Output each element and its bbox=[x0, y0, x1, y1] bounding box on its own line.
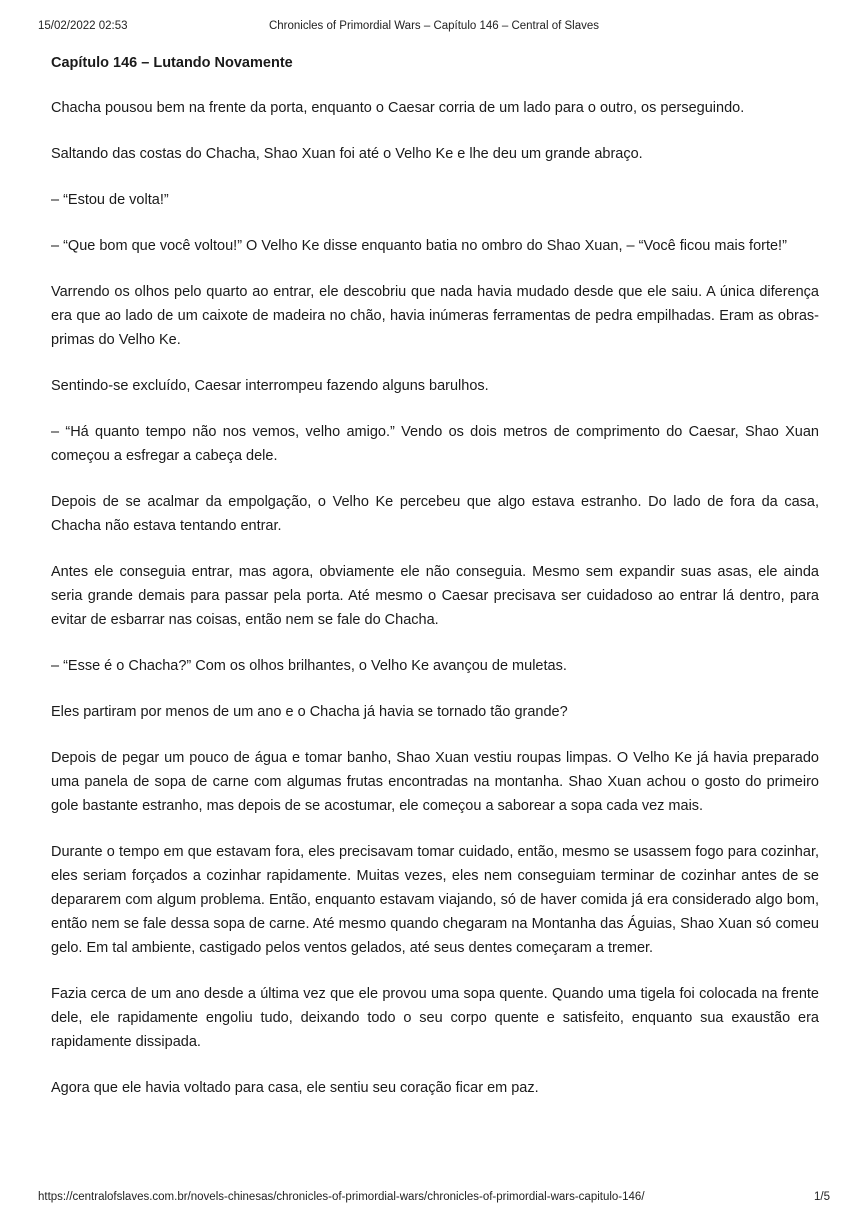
print-page-title: Chronicles of Primordial Wars – Capítulo 146 – Central of Slaves bbox=[268, 20, 600, 32]
print-datetime: 15/02/2022 02:53 bbox=[38, 20, 128, 32]
chapter-title: Capítulo 146 – Lutando Novamente bbox=[51, 55, 293, 71]
paragraph: – “Que bom que você voltou!” O Velho Ke disse enquanto batia no ombro do Shao Xuan, – “Você ficou mais forte!” bbox=[51, 238, 787, 254]
paragraph: Depois de pegar um pouco de água e tomar banho, Shao Xuan vestiu roupas limpas. O Velho Ke já havia preparado uma panela de sopa de carne com algumas frutas encontradas na montanha. Shao Xuan achou o gosto do primeiro gole bastante estranho, mas depois de se acostumar, ele começou a saborear a sopa cada vez mais. bbox=[51, 750, 819, 814]
paragraph: Depois de se acalmar da empolgação, o Velho Ke percebeu que algo estava estranho. Do lado de fora da casa, Chacha não estava tentando entrar. bbox=[51, 494, 819, 534]
paragraph: Durante o tempo em que estavam fora, eles precisavam tomar cuidado, então, mesmo se usassem fogo para cozinhar, eles seriam forçados a cozinhar rapidamente. Muitas vezes, eles nem conseguiam terminar de cozinhar antes de se depararem com algum problema. Então, enquanto estavam viajando, só de haver comida já era considerado algo bom, então nem se fale dessa sopa de carne. Até mesmo quando chegaram na Montanha das Águias, Shao Xuan só comeu gelo. Em tal ambiente, castigado pelos ventos gelados, até seus dentes começaram a tremer. bbox=[51, 844, 819, 956]
page-number: 1/5 bbox=[814, 1191, 830, 1203]
print-footer bbox=[38, 1191, 830, 1203]
paragraph: – “Estou de volta!” bbox=[51, 192, 169, 208]
paragraph: Varrendo os olhos pelo quarto ao entrar, ele descobriu que nada havia mudado desde que ele saiu. A única diferença era que ao lado de um caixote de madeira no chão, havia inúmeras ferramentas de pedra empilhadas. Eram as obras-primas do Velho Ke. bbox=[51, 284, 819, 348]
print-header bbox=[38, 20, 830, 32]
paragraph: Saltando das costas do Chacha, Shao Xuan foi até o Velho Ke e lhe deu um grande abraço. bbox=[51, 146, 643, 162]
paragraph: Chacha pousou bem na frente da porta, enquanto o Caesar corria de um lado para o outro, os perseguindo. bbox=[51, 100, 745, 116]
page-url: https://centralofslaves.com.br/novels-chinesas/chronicles-of-primordial-wars/chronicles-of-primordial-wars-capitulo-146/ bbox=[38, 1191, 645, 1203]
paragraph: Antes ele conseguia entrar, mas agora, obviamente ele não conseguia. Mesmo sem expandir suas asas, ele ainda seria grande demais para passar pela porta. Até mesmo o Caesar precisava ser cuidadoso ao entrar lá dentro, para evitar de esbarrar nas coisas, então nem se fale do Chacha. bbox=[51, 564, 819, 628]
paragraph: Fazia cerca de um ano desde a última vez que ele provou uma sopa quente. Quando uma tigela foi colocada na frente dele, ele rapidamente engoliu tudo, deixando todo o seu corpo quente e satisfeito, enquanto sua exaustão era rapidamente dissipada. bbox=[51, 986, 819, 1050]
paragraph: – “Esse é o Chacha?” Com os olhos brilhantes, o Velho Ke avançou de muletas. bbox=[51, 658, 567, 674]
paragraph: Agora que ele havia voltado para casa, ele sentiu seu coração ficar em paz. bbox=[51, 1080, 539, 1096]
paragraph: Sentindo-se excluído, Caesar interrompeu fazendo alguns barulhos. bbox=[51, 378, 489, 394]
article bbox=[51, 54, 819, 1122]
paragraph: – “Há quanto tempo não nos vemos, velho amigo.” Vendo os dois metros de comprimento do Caesar, Shao Xuan começou a esfregar a cabeça dele. bbox=[51, 424, 819, 464]
paragraph: Eles partiram por menos de um ano e o Chacha já havia se tornado tão grande? bbox=[51, 704, 568, 720]
